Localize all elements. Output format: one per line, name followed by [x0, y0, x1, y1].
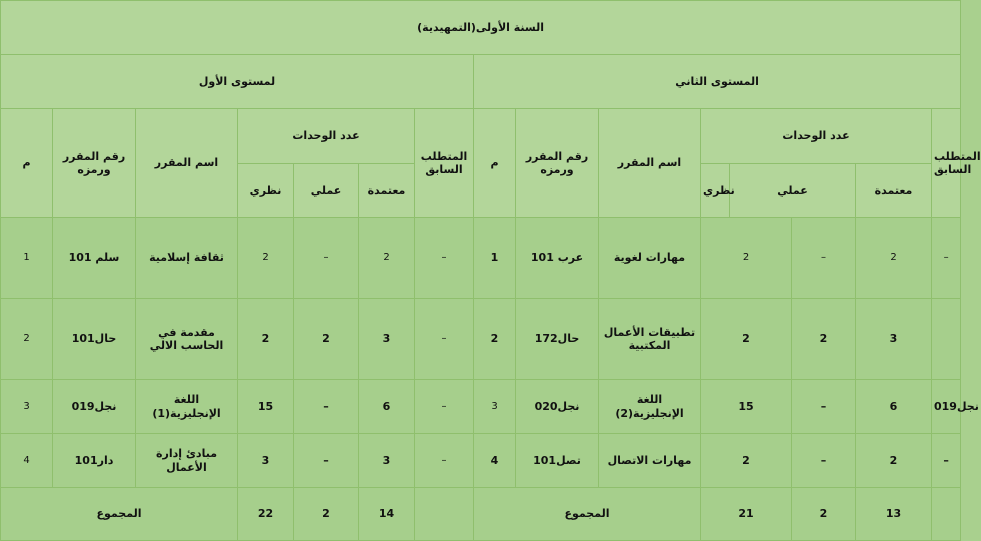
header-theory-first: نظري — [238, 164, 294, 218]
cell-code: 172حال — [516, 299, 599, 380]
cell-code: 019نجل — [53, 380, 136, 434]
cell-m: 4 — [474, 434, 516, 488]
cell-m: 1 — [1, 218, 53, 299]
header-units-second: عدد الوحدات — [701, 109, 932, 164]
cell-prereq: – — [932, 218, 961, 299]
cell-prereq — [932, 299, 961, 380]
cell-practical: – — [792, 380, 856, 434]
cell-credit: 2 — [856, 218, 932, 299]
totals-row — [1, 488, 961, 541]
page-title: السنة الأولى(التمهيدية) — [1, 1, 961, 55]
level-second-header: المستوى الثاني — [474, 55, 961, 109]
cell-theory: 3 — [238, 434, 294, 488]
header-m-first: م — [1, 109, 53, 218]
cell-name: اللغة الإنجليزية(1) — [136, 380, 238, 434]
total-theory-first: 22 — [238, 488, 294, 541]
cell-prereq: 019نجل — [932, 380, 961, 434]
cell-practical: – — [792, 218, 856, 299]
header-practical-second: عملي — [730, 164, 856, 218]
header-units-first: عدد الوحدات — [238, 109, 415, 164]
cell-code: 101تصل — [516, 434, 599, 488]
total-prereq-second-empty — [932, 488, 961, 541]
table-row — [1, 218, 961, 299]
cell-credit: 6 — [359, 380, 415, 434]
cell-credit: 3 — [856, 299, 932, 380]
header-course-name-first: اسم المقرر — [136, 109, 238, 218]
cell-theory: 2 — [701, 218, 792, 299]
header-prereq-first: المتطلب السابق — [415, 109, 474, 218]
cell-credit: 3 — [359, 434, 415, 488]
total-practical-first: 2 — [294, 488, 359, 541]
cell-practical: – — [294, 434, 359, 488]
cell-name: اللغة الإنجليزية(2) — [599, 380, 701, 434]
level-first-header: لمستوى الأول — [1, 55, 474, 109]
cell-m: 1 — [474, 218, 516, 299]
cell-credit: 3 — [359, 299, 415, 380]
header-course-code-first: رقم المقرر ورمزه — [53, 109, 136, 218]
cell-name: مهارات الاتصال — [599, 434, 701, 488]
cell-credit: 6 — [856, 380, 932, 434]
table-row — [1, 299, 961, 380]
header-course-code-second: رقم المقرر ورمزه — [516, 109, 599, 218]
header-course-name-second: اسم المقرر — [599, 109, 701, 218]
cell-name: مقدمة في الحاسب الالي — [136, 299, 238, 380]
cell-practical: 2 — [792, 299, 856, 380]
cell-m: 4 — [1, 434, 53, 488]
cell-practical: 2 — [294, 299, 359, 380]
cell-practical: – — [792, 434, 856, 488]
cell-prereq: – — [932, 434, 961, 488]
cell-credit: 2 — [359, 218, 415, 299]
cell-theory: 15 — [238, 380, 294, 434]
cell-theory: 2 — [238, 299, 294, 380]
header-theory-second: نظري — [701, 164, 730, 218]
total-credit-first: 14 — [359, 488, 415, 541]
cell-m: 3 — [1, 380, 53, 434]
header-prereq-second: المتطلب السابق — [932, 109, 961, 218]
cell-prereq: – — [415, 380, 474, 434]
cell-m: 2 — [474, 299, 516, 380]
cell-code: 101 سلم — [53, 218, 136, 299]
header-credit-second: معتمدة — [856, 164, 932, 218]
cell-theory: 2 — [238, 218, 294, 299]
totals-label-first: المجموع — [1, 488, 238, 541]
cell-prereq: – — [415, 434, 474, 488]
cell-code: 101حال — [53, 299, 136, 380]
cell-prereq: – — [415, 218, 474, 299]
cell-credit: 2 — [856, 434, 932, 488]
totals-label-second: المجموع — [474, 488, 701, 541]
cell-m: 2 — [1, 299, 53, 380]
header-practical-first: عملي — [294, 164, 359, 218]
table-row — [1, 434, 961, 488]
table-row — [1, 380, 961, 434]
header-credit-first: معتمدة — [359, 164, 415, 218]
cell-name: مبادئ إدارة الأعمال — [136, 434, 238, 488]
cell-name: تطبيقات الأعمال المكتبية — [599, 299, 701, 380]
cell-theory: 15 — [701, 380, 792, 434]
cell-prereq: – — [415, 299, 474, 380]
total-prereq-first-empty — [415, 488, 474, 541]
cell-theory: 2 — [701, 299, 792, 380]
total-theory-second: 21 — [701, 488, 792, 541]
cell-code: 101 عرب — [516, 218, 599, 299]
total-credit-second: 13 — [856, 488, 932, 541]
header-m-second: م — [474, 109, 516, 218]
cell-name: ثقافة إسلامية — [136, 218, 238, 299]
cell-practical: – — [294, 380, 359, 434]
cell-practical: – — [294, 218, 359, 299]
cell-name: مهارات لغوية — [599, 218, 701, 299]
cell-m: 3 — [474, 380, 516, 434]
cell-code: 101دار — [53, 434, 136, 488]
total-practical-second: 2 — [792, 488, 856, 541]
cell-theory: 2 — [701, 434, 792, 488]
cell-code: 020نجل — [516, 380, 599, 434]
